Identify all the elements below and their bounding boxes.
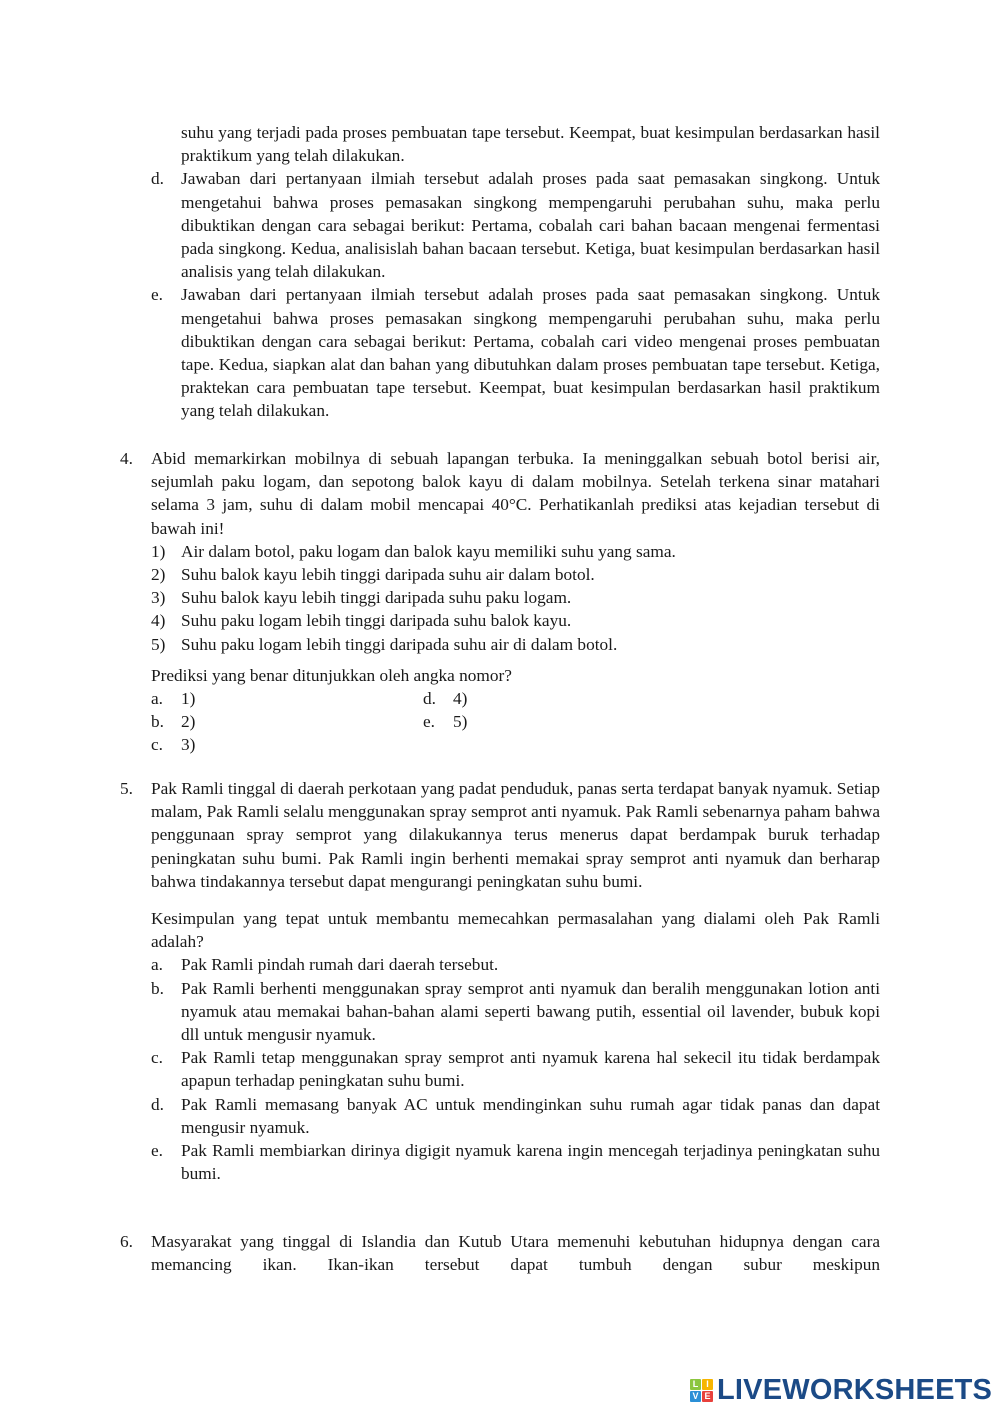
option-text: Pak Ramli berhenti menggunakan spray semprot anti nyamuk dan beralih menggunakan lotion anti nyamuk atau memakai bahan-bahan alami seperti bawang putih, essential oil lavender, bubuk kopi dll untuk mengusir nyamuk. (181, 978, 880, 1045)
statement-number: 3) (151, 588, 166, 608)
option-letter: d. (423, 689, 436, 709)
option-text: Pak Ramli pindah rumah dari daerah tersebut. (181, 955, 499, 975)
question-number: 4. (120, 449, 133, 468)
statement-text: Suhu balok kayu lebih tinggi daripada suhu air dalam botol. (181, 565, 595, 585)
question-stem: Abid memarkirkan mobilnya di sebuah lapangan terbuka. Ia meninggalkan sebuah botol berisi air, sejumlah paku logam, dan sepotong balok kayu di dalam mobilnya. Setelah terkena sinar matahari selama 3 jam, suhu di dalam mobil mencapai 40°C. Perhatikanlah prediksi atas kejadian tersebut di bawah ini! (151, 449, 880, 538)
question-4 (120, 447, 880, 757)
question-3-continuation (120, 121, 880, 423)
brand-name: LIVEWORKSHEETS (717, 1374, 993, 1406)
option-c[interactable] (151, 733, 423, 756)
option-letter: a. (151, 689, 163, 709)
statement-number: 4) (151, 611, 166, 631)
answer-options (151, 687, 880, 757)
q3-option-d[interactable] (151, 167, 880, 283)
option-e[interactable] (151, 1139, 880, 1185)
option-letter: e. (423, 712, 435, 732)
question-number: 5. (120, 779, 133, 798)
statement-text: Suhu paku logam lebih tinggi daripada suhu balok kayu. (181, 611, 572, 631)
option-text: 2) (181, 712, 196, 732)
option-text: 4) (453, 689, 468, 709)
option-letter: b. (151, 978, 164, 998)
statement-number: 5) (151, 634, 166, 654)
option-c-tail: suhu yang terjadi pada proses pembuatan tape tersebut. Keempat, buat kesimpulan berdasarkan hasil praktikum yang telah dilakukan. (181, 123, 880, 166)
statement-list (151, 540, 880, 656)
option-d[interactable] (423, 687, 623, 710)
tile-e: E (702, 1391, 713, 1402)
option-text: Pak Ramli tetap menggunakan spray semprot anti nyamuk karena hal sekecil itu tidak berdampak apapun terhadap peningkatan suhu bumi. (181, 1048, 880, 1091)
option-text: Pak Ramli membiarkan dirinya digigit nyamuk karena ingin mencegah terjadinya peningkatan suhu bumi. (181, 1141, 880, 1184)
option-text: Jawaban dari pertanyaan ilmiah tersebut adalah proses pada saat pemasakan singkong. Untuk mengetahui bahwa proses pemasakan singkong mempengaruhi perubahan suhu, maka perlu dibuktikan dengan cara sebagai berikut: Pertama, cobalah cari bahan bacaan mengenai fermentasi pada singkong. Kedua, analisislah bahan bacaan tersebut. Ketiga, buat kesimpulan berdasarkan hasil analisis yang telah dilakukan. (181, 169, 880, 282)
question-6 (120, 1230, 880, 1276)
option-text: Pak Ramli memasang banyak AC untuk mendinginkan suhu rumah agar tidak panas dan dapat mengusir nyamuk. (181, 1094, 880, 1137)
option-letter: e. (151, 285, 163, 305)
statement-number: 2) (151, 565, 166, 585)
question-stem: Masyarakat yang tinggal di Islandia dan Kutub Utara memenuhi kebutuhan hidupnya dengan cara memancing ikan. Ikan-ikan tersebut dapat tumbuh dengan subur meskipun (151, 1232, 880, 1275)
question-prompt: Kesimpulan yang tepat untuk membantu memecahkan permasalahan yang dialami oleh Pak Ramli adalah? (151, 909, 880, 952)
option-a[interactable] (151, 953, 880, 976)
option-letter: a. (151, 955, 163, 975)
option-text: 5) (453, 712, 468, 732)
option-d[interactable] (151, 1093, 880, 1139)
statement-text: Suhu paku logam lebih tinggi daripada suhu air di dalam botol. (181, 634, 618, 654)
liveworksheets-logo[interactable] (690, 1376, 992, 1404)
option-letter: c. (151, 735, 163, 755)
option-text: 1) (181, 689, 196, 709)
option-letter: d. (151, 1094, 164, 1114)
option-b[interactable] (151, 977, 880, 1047)
option-letter: e. (151, 1141, 163, 1161)
statement-text: Suhu balok kayu lebih tinggi daripada suhu paku logam. (181, 588, 572, 608)
option-text: Jawaban dari pertanyaan ilmiah tersebut adalah proses pada saat pemasakan singkong. Untuk mengetahui bahwa proses pemasakan singkong mempengaruhi perubahan suhu, maka perlu dibuktikan dengan cara sebagai berikut: Pertama, cobalah cari video mengenai proses pembuatan tape. Kedua, siapkan alat dan bahan yang dibutuhkan dalam proses pembuatan tape tersebut. Ketiga, praktekan cara pembuatan tape tersebut. Keempat, buat kesimpulan berdasarkan hasil praktikum yang telah dilakukan. (181, 285, 880, 421)
question-stem: Pak Ramli tinggal di daerah perkotaan yang padat penduduk, panas serta terdapat banyak nyamuk. Setiap malam, Pak Ramli selalu menggunakan spray semprot anti nyamuk. Pak Ramli sebenarnya paham bahwa penggunaan spray semprot yang dilakukannya terus menerus dapat berdampak buruk terhadap peningkatan suhu bumi. Pak Ramli ingin berhenti memakai spray semprot anti nyamuk dan berharap bahwa tindakannya tersebut dapat mengurangi peningkatan suhu bumi. (151, 779, 880, 891)
option-letter: b. (151, 712, 164, 732)
question-5 (120, 777, 880, 1185)
live-tiles-icon (690, 1379, 713, 1402)
tile-l: L (690, 1379, 701, 1390)
question-prompt: Prediksi yang benar ditunjukkan oleh angka nomor? (151, 665, 512, 685)
option-letter: c. (151, 1048, 163, 1068)
option-c[interactable] (151, 1046, 880, 1092)
option-a[interactable] (151, 687, 423, 710)
option-text: 3) (181, 735, 196, 755)
option-letter: d. (151, 169, 164, 189)
option-e[interactable] (423, 710, 623, 733)
question-number: 6. (120, 1232, 133, 1251)
tile-i: I (702, 1379, 713, 1390)
q3-option-e[interactable] (151, 283, 880, 422)
statement-number: 1) (151, 541, 166, 561)
option-b[interactable] (151, 710, 423, 733)
statement-text: Air dalam botol, paku logam dan balok kayu memiliki suhu yang sama. (181, 541, 676, 561)
tile-v: V (690, 1391, 701, 1402)
